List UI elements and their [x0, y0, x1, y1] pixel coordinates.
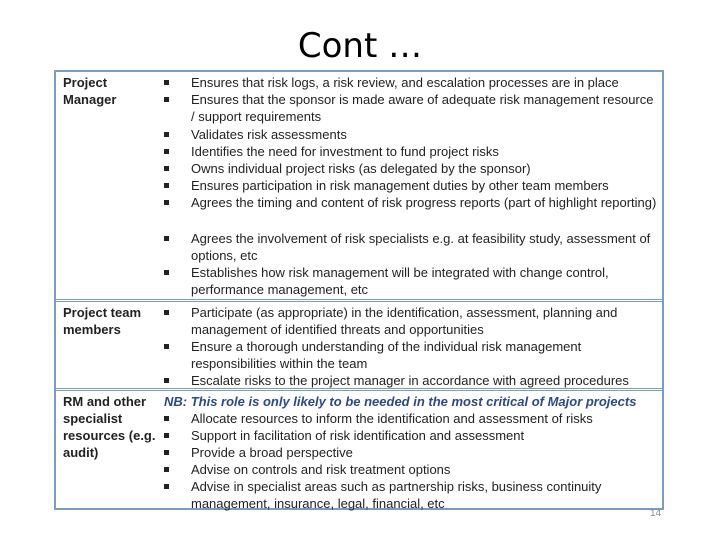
list-item [164, 91, 659, 125]
item-text: Participate (as appropriate) in the identification, assessment, planning and management of identified threats and opportunities [191, 305, 618, 337]
bullet-icon [164, 378, 169, 383]
item-text: Allocate resources to inform the identification and assessment of risks [191, 411, 593, 426]
list-item [164, 177, 659, 194]
role-name: RM and other specialist resources (e.g. audit) [63, 394, 156, 460]
role-section-rm-specialists [56, 388, 662, 511]
bullet-icon [164, 200, 169, 205]
bullet-icon [164, 132, 169, 137]
item-text: Ensures that risk logs, a risk review, and escalation processes are in place [191, 75, 619, 90]
bullet-icon [164, 310, 169, 315]
bullet-icon [164, 80, 169, 85]
item-text: Support in facilitation of risk identification and assessment [191, 428, 525, 443]
item-text: Identifies the need for investment to fund project risks [191, 144, 499, 159]
item-text: Ensures participation in risk management duties by other team members [191, 178, 609, 193]
list-item [164, 478, 659, 512]
list-item [164, 74, 659, 91]
list-item [164, 160, 659, 177]
role-name: Project team members [63, 305, 142, 337]
item-text: Ensures that the sponsor is made aware of adequate risk management resource / support requirements [191, 92, 654, 124]
list-item [164, 264, 659, 298]
bullet-icon [164, 416, 169, 421]
item-text: Provide a broad perspective [191, 445, 353, 460]
item-text: Escalate risks to the project manager in accordance with agreed procedures [191, 373, 629, 388]
role-name: Project Manager [63, 75, 117, 107]
role-section-project-manager [56, 72, 662, 299]
item-text: Advise on controls and risk treatment options [191, 462, 451, 477]
bullet-icon [164, 433, 169, 438]
list-item [164, 427, 659, 444]
bullet-icon [164, 97, 169, 102]
list-item [164, 372, 659, 389]
list-item [164, 126, 659, 143]
list-item [164, 194, 659, 228]
item-text: Establishes how risk management will be integrated with change control, performance management, etc [191, 265, 609, 297]
item-text: Agrees the involvement of risk specialists e.g. at feasibility study, assessment of options, etc [191, 231, 651, 263]
page-number: 14 [650, 508, 662, 519]
role-note: NB: This role is only likely to be needed in the most critical of Major projects [164, 394, 637, 409]
slide-title: Cont … [297, 26, 423, 66]
bullet-icon [164, 344, 169, 349]
bullet-icon [164, 467, 169, 472]
item-text: Ensure a thorough understanding of the individual risk management responsibilities within the team [191, 339, 582, 371]
roles-table [54, 70, 664, 510]
list-item [164, 338, 659, 372]
bullet-icon [164, 236, 169, 241]
list-item [164, 230, 659, 264]
list-item [164, 143, 659, 160]
bullet-icon [164, 149, 169, 154]
bullet-icon [164, 270, 169, 275]
list-item [164, 444, 659, 461]
list-item [164, 304, 659, 338]
bullet-icon [164, 166, 169, 171]
role-section-project-team-members [56, 299, 662, 388]
list-item [164, 410, 659, 427]
item-text: Validates risk assessments [191, 127, 347, 142]
bullet-icon [164, 183, 169, 188]
item-text: Agrees the timing and content of risk progress reports (part of highlight reporting) [191, 195, 657, 210]
item-text: Owns individual project risks (as delegated by the sponsor) [191, 161, 531, 176]
item-text: Advise in specialist areas such as partnership risks, business continuity management, insurance, legal, financial, etc [191, 479, 602, 511]
bullet-icon [164, 450, 169, 455]
list-item [164, 461, 659, 478]
bullet-icon [164, 484, 169, 489]
